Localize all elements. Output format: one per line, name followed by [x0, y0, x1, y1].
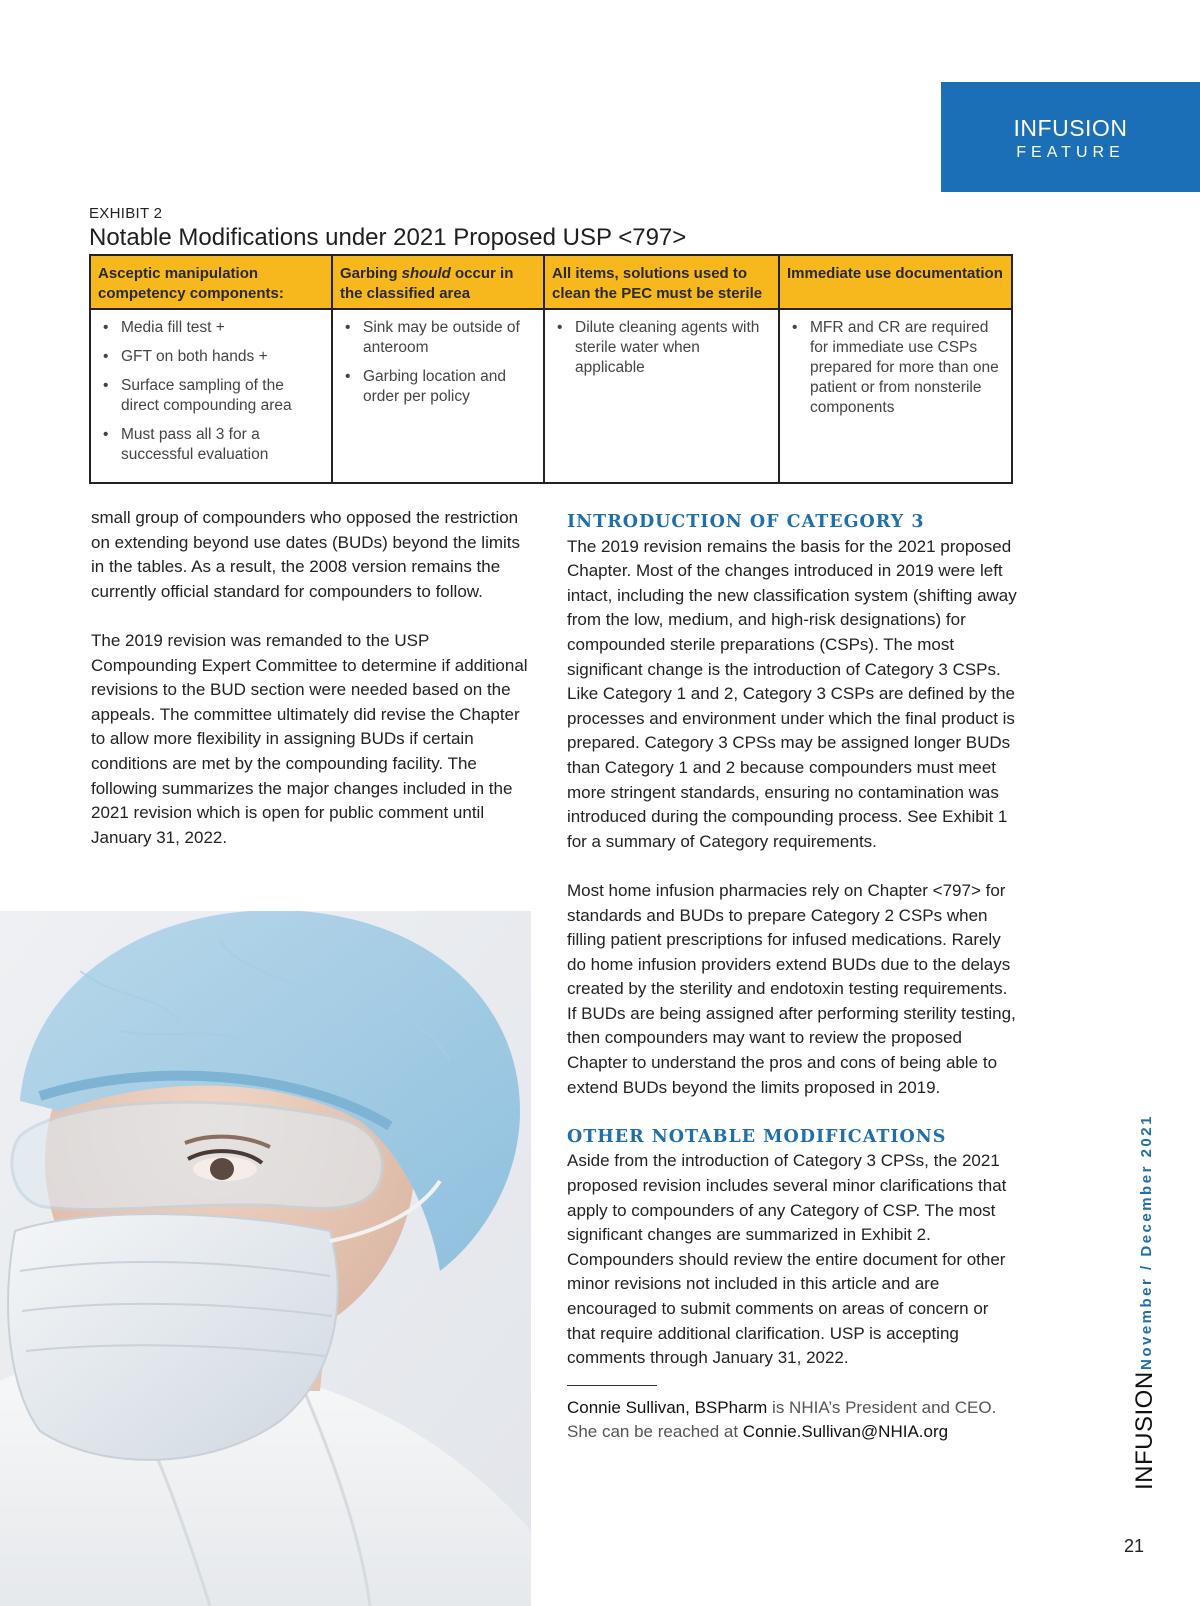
author-name: Connie Sullivan, BSPharm [567, 1397, 768, 1417]
feature-badge [941, 82, 1200, 192]
table-header-cell: Asceptic manipulation competency components: [90, 255, 332, 309]
table-header-row [90, 255, 1012, 309]
exhibit-label: EXHIBIT 2 [89, 205, 163, 222]
table-cell [332, 309, 544, 483]
paragraph: Aside from the introduction of Category 3 CPSs, the 2021 proposed revision includes several minor clarifications that apply to compounders of any Category of CSP. The most significant changes are summarized in Exhibit 2. Compounders should review the entire document for other minor revisions not included in this article and are encouraged to submit comments on areas of concern or that require additional clarification. USP is accepting comments through January 31, 2022. [567, 1151, 1007, 1368]
paragraph: The 2019 revision was remanded to the USP Compounding Expert Committee to determine if additional revisions to the BUD section were needed based on the appeals. The committee ultimately did revise the Chapter to allow more flexibility in assigning BUDs if certain conditions are met by the compounding facility. The following summarizes the major changes included in the 2021 revision which is open for public comment until January 31, 2022. [91, 630, 528, 847]
paragraph: small group of compounders who opposed the restriction on extending beyond use dates (BUDs) beyond the limits in the tables. As a result, the 2008 version remains the currently official standard for compounders to follow. [91, 508, 521, 601]
section-heading: OTHER NOTABLE MODIFICATIONS [567, 1126, 947, 1147]
author-divider [567, 1385, 657, 1386]
list-item: • Garbing location and order per policy [345, 368, 507, 405]
author-bio: Connie Sullivan, BSPharm is NHIA’s President and CEO. She can be reached at Connie.Sullivan@NHIA.org [567, 1397, 997, 1442]
section-heading: INTRODUCTION OF CATEGORY 3 [567, 512, 925, 532]
list-item: • Surface sampling of the direct compounding area [103, 377, 292, 414]
table-header-cell: All items, solutions used to clean the PEC must be sterile [544, 255, 779, 309]
table-cell [90, 309, 332, 483]
page-number: 21 [1124, 1536, 1145, 1556]
right-column [567, 510, 1017, 1445]
table-cell [779, 309, 1012, 483]
list-item: • Dilute cleaning agents with sterile water when applicable [557, 319, 760, 376]
exhibit-title: Notable Modifications under 2021 Proposed USP <797> [89, 224, 687, 251]
issue-date: November / December 2021 [1138, 1114, 1155, 1370]
table-row [90, 309, 1012, 483]
paragraph: Most home infusion pharmacies rely on Chapter <797> for standards and BUDs to prepare Category 2 CSPs when filling patient prescriptions for infused medications. Rarely do home infusion providers extend BUDs due to the delays created by the sterility and endotoxin testing requirements. If BUDs are being assigned after performing sterility testing, then compounders may want to review the proposed Chapter to understand the pros and cons of being able to extend BUDs beyond the limits proposed in 2019. [567, 880, 1016, 1097]
exhibit-table [89, 254, 1013, 484]
infusion-side-logo: INFUSION [1131, 1371, 1158, 1490]
list-item: • MFR and CR are required for immediate use CSPs prepared for more than one patient or from nonsterile components [792, 319, 999, 416]
list-item: • Sink may be outside of anteroom [345, 319, 520, 356]
author-email-link[interactable]: Connie.Sullivan@NHIA.org [742, 1422, 949, 1442]
section-label: FEATURE [1016, 144, 1125, 161]
table-header-cell: Immediate use documentation [779, 255, 1012, 309]
left-column [91, 506, 531, 875]
paragraph: The 2019 revision remains the basis for the 2021 proposed Chapter. Most of the changes introduced in 2019 were left intact, including the new classification system (shifting away from the low, medium, and high-risk designations) for compounded sterile preparations (CSPs). The most significant change is the introduction of Category 3 CSPs. Like Category 1 and 2, Category 3 CSPs are defined by the processes and environment under which the final product is prepared. Category 3 CPSs may be assigned longer BUDs than Category 1 and 2 because compounders must meet more stringent standards, ensuring no contamination was introduced during the compounding process. See Exhibit 1 for a summary of Category requirements. [567, 536, 1017, 851]
pharmacist-photo [0, 911, 531, 1606]
infusion-logo: INFUSION [1013, 115, 1128, 141]
list-item: • Media fill test + [103, 319, 225, 336]
table-cell [544, 309, 779, 483]
list-item: • GFT on both hands + [103, 348, 268, 365]
list-item: • Must pass all 3 for a successful evaluation [103, 426, 269, 463]
table-header-cell: Garbing should occur in the classified area [332, 255, 544, 309]
